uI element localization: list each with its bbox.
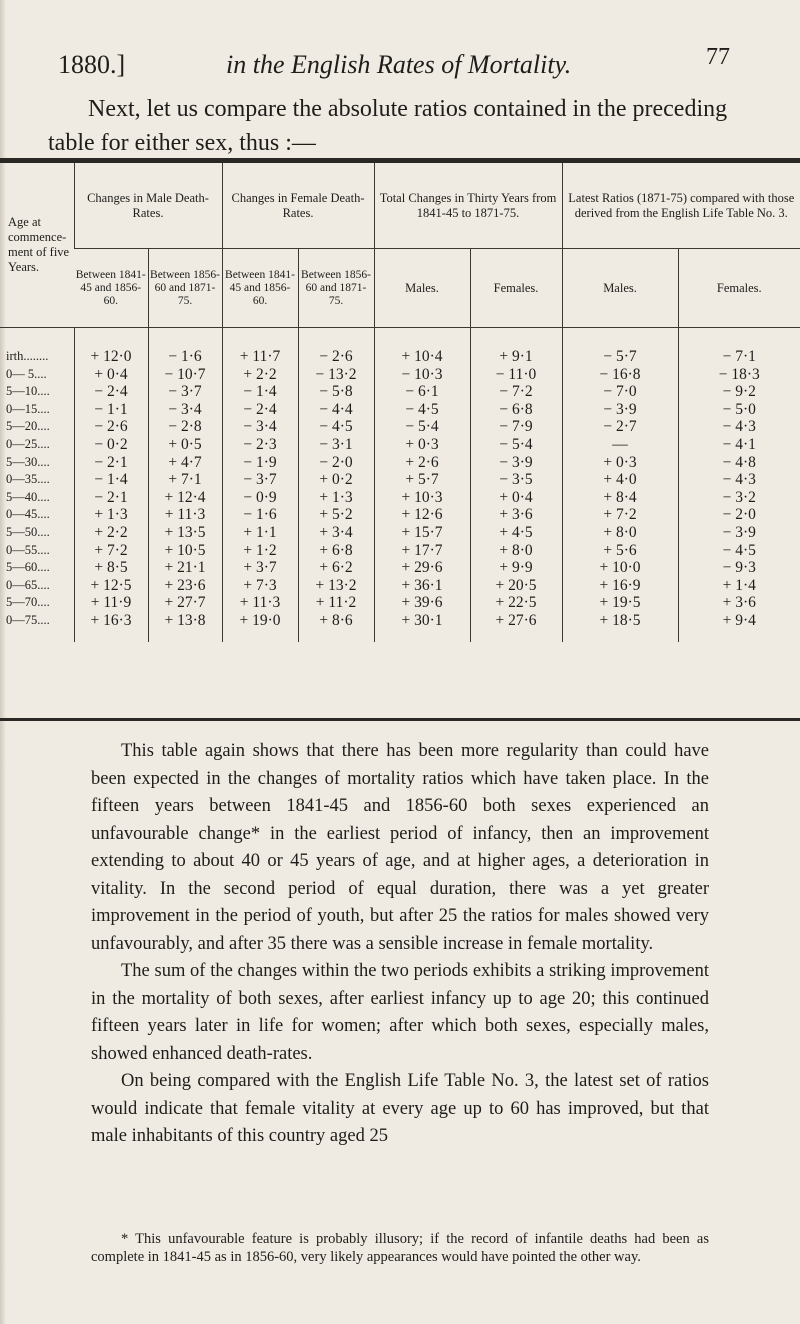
value-cell: − 18·3 xyxy=(678,366,800,384)
value-cell: + 8·6 xyxy=(298,612,374,642)
value-cell: − 4·5 xyxy=(374,401,470,419)
table-body xyxy=(0,328,800,642)
value-cell: − 7·2 xyxy=(470,383,562,401)
value-cell: + 21·1 xyxy=(148,559,222,577)
table-row xyxy=(0,542,800,560)
value-cell: + 9·4 xyxy=(678,612,800,642)
value-cell: − 3·4 xyxy=(222,418,298,436)
age-cell: 5—30.... xyxy=(6,454,50,469)
value-cell: + 3·6 xyxy=(678,594,800,612)
value-cell: − 3·7 xyxy=(222,471,298,489)
value-cell: − 6·1 xyxy=(374,383,470,401)
page-number: 77 xyxy=(706,44,730,70)
value-cell: − 3·9 xyxy=(678,524,800,542)
value-cell: + 1·3 xyxy=(298,489,374,507)
value-cell: + 16·9 xyxy=(562,577,678,595)
table-row xyxy=(0,506,800,524)
value-cell: + 11·7 xyxy=(222,328,298,366)
header-year: 1880.] xyxy=(58,50,126,79)
value-cell: + 17·7 xyxy=(374,542,470,560)
value-cell: + 12·6 xyxy=(374,506,470,524)
value-cell: + 3·4 xyxy=(298,524,374,542)
sub-header-female-2: Between 1856-60 and 1871-75. xyxy=(298,249,374,328)
value-cell: + 10·5 xyxy=(148,542,222,560)
age-cell: 0—55.... xyxy=(6,542,50,557)
value-cell: − 2·1 xyxy=(74,454,148,472)
value-cell: − 9·2 xyxy=(678,383,800,401)
value-cell: + 5·7 xyxy=(374,471,470,489)
value-cell: − 0·9 xyxy=(222,489,298,507)
value-cell: + 12·4 xyxy=(148,489,222,507)
age-cell: irth........ xyxy=(6,349,49,363)
value-cell: − 4·3 xyxy=(678,418,800,436)
value-cell: − 3·4 xyxy=(148,401,222,419)
age-cell: 5—60.... xyxy=(6,560,50,575)
value-cell: + 8·0 xyxy=(562,524,678,542)
value-cell: + 1·3 xyxy=(74,506,148,524)
value-cell: + 11·9 xyxy=(74,594,148,612)
age-cell: 0—65.... xyxy=(6,577,50,592)
sub-header-latest-females: Females. xyxy=(678,249,800,328)
value-cell: + 20·5 xyxy=(470,577,562,595)
value-cell: − 13·2 xyxy=(298,366,374,384)
comparison-table-wrapper xyxy=(0,158,800,722)
value-cell: − 2·6 xyxy=(74,418,148,436)
value-cell: + 4·5 xyxy=(470,524,562,542)
age-cell: 5—10.... xyxy=(6,384,50,399)
value-cell: − 6·8 xyxy=(470,401,562,419)
age-cell: 0—45.... xyxy=(6,507,50,522)
value-cell: − 4·5 xyxy=(678,542,800,560)
value-cell: − 3·9 xyxy=(470,454,562,472)
value-cell: − 4·3 xyxy=(678,471,800,489)
value-cell: − 2·7 xyxy=(562,418,678,436)
value-cell: + 12·5 xyxy=(74,577,148,595)
table-row xyxy=(0,328,800,366)
value-cell: − 2·0 xyxy=(678,506,800,524)
total-group-header: Total Changes in Thirty Years from 1841-45 to 1871-75. xyxy=(374,163,562,249)
table-row xyxy=(0,383,800,401)
value-cell: − 5·4 xyxy=(374,418,470,436)
value-cell: − 16·8 xyxy=(562,366,678,384)
value-cell: + 9·1 xyxy=(470,328,562,366)
value-cell: + 2·2 xyxy=(74,524,148,542)
value-cell: + 13·2 xyxy=(298,577,374,595)
value-cell: + 7·3 xyxy=(222,577,298,595)
value-cell: + 3·6 xyxy=(470,506,562,524)
value-cell: − 4·1 xyxy=(678,436,800,454)
value-cell: + 19·5 xyxy=(562,594,678,612)
value-cell: + 5·6 xyxy=(562,542,678,560)
value-cell: + 8·5 xyxy=(74,559,148,577)
value-cell: + 11·2 xyxy=(298,594,374,612)
value-cell: + 8·4 xyxy=(562,489,678,507)
value-cell: + 13·8 xyxy=(148,612,222,642)
value-cell: + 10·0 xyxy=(562,559,678,577)
value-cell: − 11·0 xyxy=(470,366,562,384)
value-cell: − 7·0 xyxy=(562,383,678,401)
age-column-header: Age at commence-ment of five Years. xyxy=(0,163,74,328)
value-cell: + 0·3 xyxy=(374,436,470,454)
value-cell: + 8·0 xyxy=(470,542,562,560)
value-cell: − 4·5 xyxy=(298,418,374,436)
value-cell: − 2·3 xyxy=(222,436,298,454)
value-cell: − 5·4 xyxy=(470,436,562,454)
age-cell: 5—70.... xyxy=(6,595,50,610)
value-cell: + 7·1 xyxy=(148,471,222,489)
value-cell: + 0·4 xyxy=(470,489,562,507)
value-cell: − 7·9 xyxy=(470,418,562,436)
value-cell: − 0·2 xyxy=(74,436,148,454)
value-cell: − 1·6 xyxy=(148,328,222,366)
intro-text: Next, let us compare the absolute ratios contained in the preceding table for either sex, thus :— xyxy=(48,96,728,156)
value-cell: + 6·2 xyxy=(298,559,374,577)
value-cell: + 27·7 xyxy=(148,594,222,612)
paragraph-1: This table again shows that there has been more regularity than could have been expected in the changes of mortality ratios which have taken place. In the fifteen years between 1841-45 and 1856-60 both sexes experienced an unfavourable change* in the earliest period of infancy, then an improvement extending to about 40 or 45 years of age, and at higher ages, a deterioration in vitality. In the second period of equal duration, there was a yet greater improvement in the period of youth, but after 25 the ratios for males showed very unfavourably, and after 35 there was a sensible increase in female mortality. xyxy=(91,741,709,954)
age-cell: 0—75.... xyxy=(6,612,50,627)
table-row xyxy=(0,577,800,595)
value-cell: − 10·3 xyxy=(374,366,470,384)
sub-header-male-1: Between 1841-45 and 1856-60. xyxy=(74,249,148,328)
value-cell: − 2·6 xyxy=(298,328,374,366)
male-group-header: Changes in Male Death-Rates. xyxy=(74,163,222,249)
value-cell: − 4·8 xyxy=(678,454,800,472)
value-cell: − 2·8 xyxy=(148,418,222,436)
value-cell: + 7·2 xyxy=(562,506,678,524)
footnote xyxy=(91,1230,709,1266)
latest-group-header: Latest Ratios (1871-75) compared with those derived from the English Life Table No. 3. xyxy=(562,163,800,249)
value-cell: − 2·0 xyxy=(298,454,374,472)
table-row xyxy=(0,401,800,419)
sub-header-female-1: Between 1841-45 and 1856-60. xyxy=(222,249,298,328)
value-cell: − 3·1 xyxy=(298,436,374,454)
value-cell: − 4·4 xyxy=(298,401,374,419)
value-cell: + 30·1 xyxy=(374,612,470,642)
value-cell: − 3·9 xyxy=(562,401,678,419)
value-cell: + 10·3 xyxy=(374,489,470,507)
value-cell: + 5·2 xyxy=(298,506,374,524)
value-cell: + 10·4 xyxy=(374,328,470,366)
value-cell: + 22·5 xyxy=(470,594,562,612)
value-cell: + 0·4 xyxy=(74,366,148,384)
value-cell: + 19·0 xyxy=(222,612,298,642)
paragraph-2: The sum of the changes within the two periods exhibits a striking improvement in the mortality of both sexes, after earliest infancy up to age 20; this continued fifteen years later in life for women; after which both sexes, especially males, showed enhanced death-rates. xyxy=(91,961,709,1064)
comparison-table xyxy=(0,163,800,642)
table-row xyxy=(0,436,800,454)
paragraph-3: On being compared with the English Life Table No. 3, the latest set of ratios would indicate that female vitality at every age up to 60 has improved, but that male inhabitants of this country aged 25 xyxy=(91,1071,709,1146)
table-row xyxy=(0,612,800,642)
value-cell: − 5·7 xyxy=(562,328,678,366)
age-cell: 5—50.... xyxy=(6,524,50,539)
value-cell: − 2·1 xyxy=(74,489,148,507)
value-cell: − 2·4 xyxy=(74,383,148,401)
value-cell: + 1·4 xyxy=(678,577,800,595)
female-group-header: Changes in Female Death-Rates. xyxy=(222,163,374,249)
value-cell: + 36·1 xyxy=(374,577,470,595)
value-cell: − 9·3 xyxy=(678,559,800,577)
value-cell: + 27·6 xyxy=(470,612,562,642)
age-cell: 0—35.... xyxy=(6,472,50,487)
value-cell: + 4·7 xyxy=(148,454,222,472)
age-cell: 0— 5.... xyxy=(6,366,47,381)
value-cell: + 18·5 xyxy=(562,612,678,642)
value-cell: − 1·9 xyxy=(222,454,298,472)
body-text xyxy=(91,738,709,1151)
value-cell: − 2·4 xyxy=(222,401,298,419)
table-row xyxy=(0,489,800,507)
footnote-text: * This unfavourable feature is probably illusory; if the record of infantile deaths had been as complete in 1841-45 as in 1856-60, very likely appearances would have pointed the other way. xyxy=(91,1231,709,1265)
value-cell: + 4·0 xyxy=(562,471,678,489)
value-cell: + 39·6 xyxy=(374,594,470,612)
value-cell: + 16·3 xyxy=(74,612,148,642)
value-cell: — xyxy=(562,436,678,454)
value-cell: − 7·1 xyxy=(678,328,800,366)
age-cell: 0—15.... xyxy=(6,401,50,416)
value-cell: + 23·6 xyxy=(148,577,222,595)
value-cell: − 5·8 xyxy=(298,383,374,401)
age-cell: 0—25.... xyxy=(6,436,50,451)
value-cell: + 6·8 xyxy=(298,542,374,560)
table-row xyxy=(0,594,800,612)
running-title: in the English Rates of Mortality. xyxy=(226,50,572,79)
table-row xyxy=(0,524,800,542)
value-cell: + 3·7 xyxy=(222,559,298,577)
intro-paragraph xyxy=(48,92,748,160)
value-cell: − 3·5 xyxy=(470,471,562,489)
value-cell: − 5·0 xyxy=(678,401,800,419)
sub-header-male-2: Between 1856-60 and 1871-75. xyxy=(148,249,222,328)
value-cell: + 29·6 xyxy=(374,559,470,577)
value-cell: + 12·0 xyxy=(74,328,148,366)
sub-header-total-females: Females. xyxy=(470,249,562,328)
value-cell: − 10·7 xyxy=(148,366,222,384)
table-row xyxy=(0,366,800,384)
value-cell: + 9·9 xyxy=(470,559,562,577)
value-cell: − 3·7 xyxy=(148,383,222,401)
age-cell: 5—40.... xyxy=(6,489,50,504)
value-cell: + 1·2 xyxy=(222,542,298,560)
value-cell: + 11·3 xyxy=(222,594,298,612)
value-cell: + 0·2 xyxy=(298,471,374,489)
table-row xyxy=(0,559,800,577)
table-row xyxy=(0,454,800,472)
value-cell: + 11·3 xyxy=(148,506,222,524)
table-row xyxy=(0,471,800,489)
table-row xyxy=(0,418,800,436)
value-cell: − 1·6 xyxy=(222,506,298,524)
value-cell: − 3·2 xyxy=(678,489,800,507)
age-cell: 5—20.... xyxy=(6,419,50,434)
value-cell: + 0·5 xyxy=(148,436,222,454)
value-cell: − 1·4 xyxy=(222,383,298,401)
value-cell: + 2·2 xyxy=(222,366,298,384)
page-header xyxy=(0,44,800,84)
value-cell: − 1·1 xyxy=(74,401,148,419)
value-cell: + 13·5 xyxy=(148,524,222,542)
sub-header-latest-males: Males. xyxy=(562,249,678,328)
sub-header-total-males: Males. xyxy=(374,249,470,328)
value-cell: + 15·7 xyxy=(374,524,470,542)
table-bottom-rule xyxy=(0,718,800,721)
value-cell: − 1·4 xyxy=(74,471,148,489)
value-cell: + 0·3 xyxy=(562,454,678,472)
value-cell: + 1·1 xyxy=(222,524,298,542)
value-cell: + 7·2 xyxy=(74,542,148,560)
value-cell: + 2·6 xyxy=(374,454,470,472)
